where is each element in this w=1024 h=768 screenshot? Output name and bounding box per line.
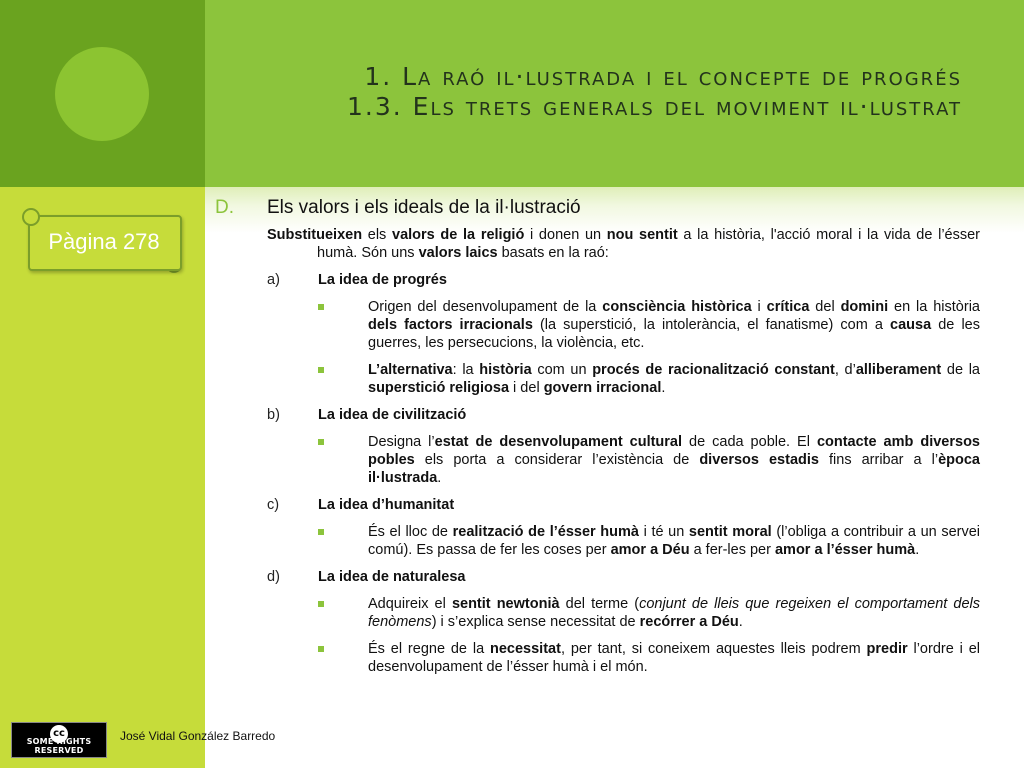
- idea-title: La idea d’humanitat: [318, 497, 455, 513]
- idea-title: La idea de progrés: [318, 272, 447, 288]
- left-sidebar: [0, 187, 205, 768]
- idea-item: [267, 406, 980, 424]
- bullet-text: És el lloc de realització de l’ésser humà i té un sentit moral (l’obliga a contribuir a un servei comú). Es passa de fer les coses per amor a Déu a fer-les per amor a l’ésser humà.: [368, 524, 981, 558]
- idea-marker: a): [267, 272, 280, 288]
- idea-item: [267, 496, 980, 514]
- idea-title: La idea de civilització: [318, 407, 467, 423]
- idea-item: [267, 568, 980, 586]
- bullet-text: L’alternativa: la història com un procés de racionalització constant, d’alliberament de la superstició religiosa i del govern irracional.: [368, 362, 980, 396]
- bullet-point: [318, 361, 980, 397]
- square-bullet-icon: [318, 361, 368, 397]
- bullet-text: Designa l’estat de desenvolupament cultural de cada poble. El contacte amb diversos pobles els porta a considerar l’existència de diversos estadis fins arribar a l’època il·lustrada.: [368, 434, 980, 486]
- square-bullet-icon: [318, 523, 368, 559]
- square-bullet-icon: [318, 595, 368, 631]
- section-letter: D.: [215, 197, 234, 218]
- bullet-text: Adquireix el sentit newtonià del terme (conjunt de lleis que regeixen el comportament dels fenòmens) i s’explica sense necessitat de recórrer a Déu.: [368, 596, 980, 630]
- intro-paragraph: Substitueixen els valors de la religió i donen un nou sentit a la història, l'acció moral i la vida de l’ésser humà. Són uns valors laics basats en la raó:: [267, 227, 980, 261]
- idea-title: La idea de naturalesa: [318, 569, 466, 585]
- bullet-point: [318, 433, 980, 487]
- bullet-text: Origen del desenvolupament de la consciència històrica i crítica del domini en la història dels factors irracionals (la superstició, la intolerància, el fanatisme) com a causa de les guerres, les persecucions, la violència, etc.: [368, 299, 980, 351]
- bullet-point: [318, 640, 980, 676]
- decorative-circle: [55, 47, 149, 141]
- bullet-text: És el regne de la necessitat, per tant, si coneixem aquestes lleis podrem predir l’ordre i el desenvolupament de l’ésser humà i el món.: [368, 641, 980, 675]
- section-heading: [215, 196, 980, 220]
- page-reference-scroll: [22, 208, 182, 268]
- cc-logo-icon: cc: [50, 725, 68, 743]
- section-title: Els valors i els ideals de la il·lustració: [267, 197, 581, 218]
- slide-title: [347, 62, 962, 122]
- page-number-label: Pàgina 278: [48, 229, 160, 254]
- square-bullet-icon: [318, 433, 368, 487]
- slide-content: [215, 196, 980, 685]
- bullet-point: [318, 298, 980, 352]
- square-bullet-icon: [318, 298, 368, 352]
- title-line-2: 1.3. Els trets generals del moviment il·lustrat: [347, 92, 962, 121]
- license-text: SOME RIGHTS RESERVED: [26, 737, 92, 755]
- bullet-point: [318, 595, 980, 631]
- bullet-point: [318, 523, 980, 559]
- author-name: José Vidal González Barredo: [120, 729, 276, 743]
- idea-item: [267, 271, 980, 289]
- idea-marker: c): [267, 497, 280, 513]
- title-line-1: 1. La raó il·lustrada i el concepte de progrés: [364, 62, 962, 91]
- creative-commons-badge[interactable]: [11, 722, 107, 758]
- idea-marker: b): [267, 407, 280, 423]
- idea-marker: d): [267, 569, 280, 585]
- ideas-list: [215, 271, 980, 676]
- square-bullet-icon: [318, 640, 368, 676]
